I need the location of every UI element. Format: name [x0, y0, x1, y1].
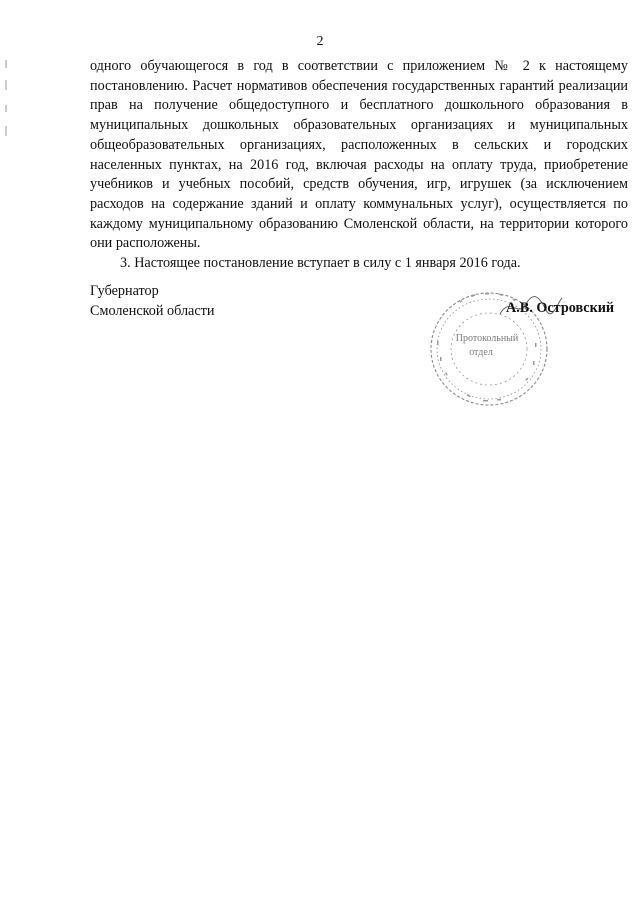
document-body	[90, 57, 628, 274]
signer-title-line2: Смоленской области	[90, 302, 215, 319]
margin-marks	[4, 60, 8, 140]
signature-block	[90, 282, 214, 321]
body-paragraph-continued: одного обучающегося в год в соответствии с приложением № 2 к настоящему постановлению. Расчет нормативов обеспечения государственных гарантий реализации прав на получение общедоступного и бесплатного дошкольного образования в муниципальных дошкольных образовательных организациях и муниципальных общеобразовательных организациях, расположенных в сельских и городских населенных пунктах, на 2016 год, включая расходы на оплату труда, приобретение учебников и учебных пособий, средств обучения, игр, игрушек (за исключением расходов на содержание зданий и оплату коммунальных услуг), осуществляется по каждому муниципальному образованию Смоленской области, на территории которого они расположены.	[90, 58, 628, 252]
signer-title-line1: Губернатор	[90, 283, 159, 299]
signer-name: А.В. Островский	[506, 300, 615, 316]
stamp-inner-line1: Протокольный	[455, 333, 519, 344]
page-number: 2	[316, 34, 324, 49]
body-paragraph-effective-date: 3. Настоящее постановление вступает в силу с 1 января 2016 года.	[120, 255, 521, 272]
stamp-inner-line2: отдел	[469, 347, 493, 358]
